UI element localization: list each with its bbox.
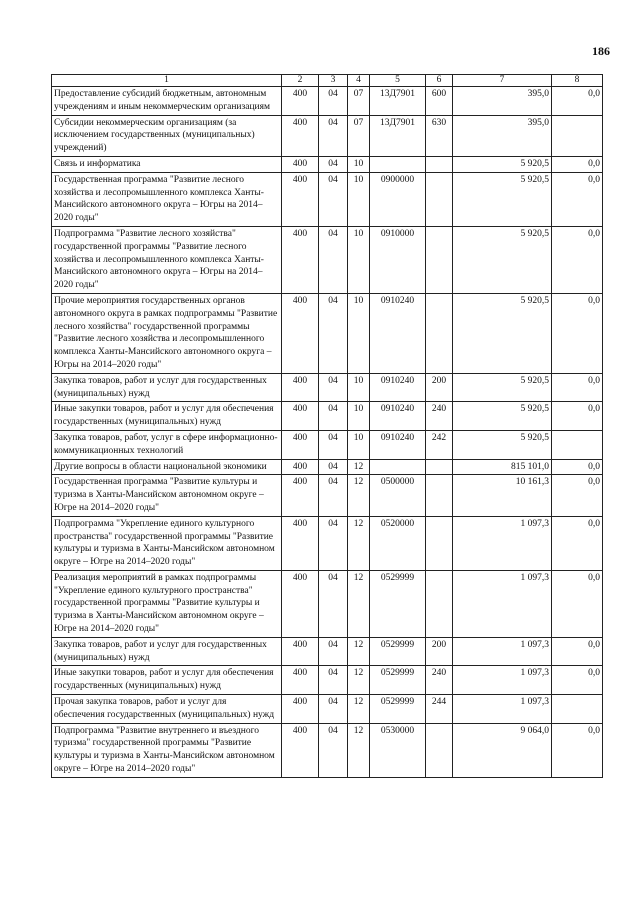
table-row bbox=[52, 87, 603, 116]
row-section-cell: 04 bbox=[319, 226, 348, 293]
row-section-cell: 04 bbox=[319, 373, 348, 402]
header-cell: 1 bbox=[52, 75, 282, 87]
row-subsection-cell: 07 bbox=[348, 115, 370, 156]
table-row bbox=[52, 475, 603, 516]
row-name-cell: Иные закупки товаров, работ и услуг для обеспечения государственных (муниципальных) нужд bbox=[52, 666, 282, 695]
row-name-cell: Реализация мероприятий в рамках подпрограммы "Укрепление единого культурного пространства" государственной программы "Развитие культуры и туризма в Ханты-Мансийском автономном округе – Югре на 2014–2020 годы" bbox=[52, 570, 282, 637]
row-subsection-cell: 10 bbox=[348, 293, 370, 373]
budget-table bbox=[51, 74, 603, 778]
row-expense-type-cell bbox=[426, 516, 453, 570]
row-subsection-cell: 10 bbox=[348, 156, 370, 172]
row-amount-cell: 5 920,5 bbox=[453, 226, 552, 293]
row-percent-cell: 0,0 bbox=[552, 87, 603, 116]
row-expense-type-cell: 240 bbox=[426, 666, 453, 695]
row-section-cell: 04 bbox=[319, 402, 348, 431]
row-target-article-cell: 0520000 bbox=[370, 516, 426, 570]
table-body bbox=[52, 87, 603, 778]
row-admin-code-cell: 400 bbox=[282, 293, 319, 373]
row-amount-cell: 815 101,0 bbox=[453, 459, 552, 475]
table-row bbox=[52, 695, 603, 724]
row-expense-type-cell: 630 bbox=[426, 115, 453, 156]
row-name-cell: Другие вопросы в области национальной экономики bbox=[52, 459, 282, 475]
row-subsection-cell: 12 bbox=[348, 637, 370, 666]
row-expense-type-cell: 240 bbox=[426, 402, 453, 431]
row-amount-cell: 1 097,3 bbox=[453, 695, 552, 724]
row-section-cell: 04 bbox=[319, 459, 348, 475]
table-row bbox=[52, 172, 603, 226]
row-subsection-cell: 12 bbox=[348, 723, 370, 777]
row-subsection-cell: 10 bbox=[348, 226, 370, 293]
table-row bbox=[52, 226, 603, 293]
row-percent-cell: 0,0 bbox=[552, 516, 603, 570]
row-amount-cell: 5 920,5 bbox=[453, 156, 552, 172]
row-section-cell: 04 bbox=[319, 293, 348, 373]
row-expense-type-cell bbox=[426, 226, 453, 293]
row-subsection-cell: 10 bbox=[348, 172, 370, 226]
row-percent-cell: 0,0 bbox=[552, 475, 603, 516]
row-amount-cell: 10 161,3 bbox=[453, 475, 552, 516]
row-target-article-cell: 0910240 bbox=[370, 402, 426, 431]
row-section-cell: 04 bbox=[319, 516, 348, 570]
header-cell: 4 bbox=[348, 75, 370, 87]
row-subsection-cell: 07 bbox=[348, 87, 370, 116]
row-amount-cell: 395,0 bbox=[453, 87, 552, 116]
row-percent-cell bbox=[552, 695, 603, 724]
row-section-cell: 04 bbox=[319, 87, 348, 116]
row-subsection-cell: 10 bbox=[348, 430, 370, 459]
row-amount-cell: 1 097,3 bbox=[453, 666, 552, 695]
row-percent-cell: 0,0 bbox=[552, 666, 603, 695]
row-admin-code-cell: 400 bbox=[282, 459, 319, 475]
row-subsection-cell: 12 bbox=[348, 695, 370, 724]
row-expense-type-cell: 600 bbox=[426, 87, 453, 116]
row-expense-type-cell bbox=[426, 570, 453, 637]
row-name-cell: Закупка товаров, работ и услуг для государственных (муниципальных) нужд bbox=[52, 373, 282, 402]
table-row bbox=[52, 637, 603, 666]
row-amount-cell: 5 920,5 bbox=[453, 402, 552, 431]
row-target-article-cell: 0910240 bbox=[370, 373, 426, 402]
row-subsection-cell: 12 bbox=[348, 516, 370, 570]
row-admin-code-cell: 400 bbox=[282, 666, 319, 695]
row-target-article-cell: 0529999 bbox=[370, 637, 426, 666]
row-target-article-cell: 0910240 bbox=[370, 293, 426, 373]
row-subsection-cell: 10 bbox=[348, 373, 370, 402]
row-name-cell: Предоставление субсидий бюджетным, автономным учреждениям и иным некоммерческим организациям bbox=[52, 87, 282, 116]
row-target-article-cell: 0529999 bbox=[370, 695, 426, 724]
row-amount-cell: 5 920,5 bbox=[453, 293, 552, 373]
row-admin-code-cell: 400 bbox=[282, 87, 319, 116]
row-name-cell: Прочие мероприятия государственных органов автономного округа в рамках подпрограммы "Развитие лесного хозяйства" государственной программы "Развитие лесного хозяйства и лесопромышленного комплекса Ханты-Мансийского автономного округа – Югры на 2014–2020 годы" bbox=[52, 293, 282, 373]
row-percent-cell: 0,0 bbox=[552, 172, 603, 226]
row-admin-code-cell: 400 bbox=[282, 637, 319, 666]
row-expense-type-cell bbox=[426, 293, 453, 373]
row-percent-cell: 0,0 bbox=[552, 637, 603, 666]
row-expense-type-cell bbox=[426, 156, 453, 172]
header-cell: 3 bbox=[319, 75, 348, 87]
row-section-cell: 04 bbox=[319, 430, 348, 459]
table-row bbox=[52, 373, 603, 402]
page-number: 186 bbox=[592, 44, 610, 58]
row-expense-type-cell: 242 bbox=[426, 430, 453, 459]
row-subsection-cell: 12 bbox=[348, 666, 370, 695]
row-percent-cell: 0,0 bbox=[552, 226, 603, 293]
row-subsection-cell: 12 bbox=[348, 570, 370, 637]
row-admin-code-cell: 400 bbox=[282, 695, 319, 724]
row-name-cell: Иные закупки товаров, работ и услуг для обеспечения государственных (муниципальных) нужд bbox=[52, 402, 282, 431]
table-row bbox=[52, 430, 603, 459]
row-expense-type-cell bbox=[426, 723, 453, 777]
row-admin-code-cell: 400 bbox=[282, 516, 319, 570]
row-subsection-cell: 12 bbox=[348, 459, 370, 475]
header-cell: 7 bbox=[453, 75, 552, 87]
row-section-cell: 04 bbox=[319, 156, 348, 172]
row-expense-type-cell bbox=[426, 475, 453, 516]
row-subsection-cell: 10 bbox=[348, 402, 370, 431]
header-cell: 8 bbox=[552, 75, 603, 87]
row-percent-cell: 0,0 bbox=[552, 459, 603, 475]
row-name-cell: Государственная программа "Развитие лесного хозяйства и лесопромышленного комплекса Ханты-Мансийского автономного округа – Югры на 2014–2020 годы" bbox=[52, 172, 282, 226]
row-admin-code-cell: 400 bbox=[282, 226, 319, 293]
table-row bbox=[52, 115, 603, 156]
row-target-article-cell: 13Д7901 bbox=[370, 115, 426, 156]
row-expense-type-cell: 200 bbox=[426, 373, 453, 402]
row-expense-type-cell: 200 bbox=[426, 637, 453, 666]
row-name-cell: Подпрограмма "Развитие лесного хозяйства" государственной программы "Развитие лесного хозяйства и лесопромышленного комплекса Ханты-Мансийского автономного округа – Югры на 2014–2020 годы" bbox=[52, 226, 282, 293]
row-name-cell: Прочая закупка товаров, работ и услуг для обеспечения государственных (муниципальных) нужд bbox=[52, 695, 282, 724]
row-admin-code-cell: 400 bbox=[282, 430, 319, 459]
row-amount-cell: 5 920,5 bbox=[453, 172, 552, 226]
table-row bbox=[52, 156, 603, 172]
row-expense-type-cell bbox=[426, 172, 453, 226]
row-target-article-cell: 0530000 bbox=[370, 723, 426, 777]
row-name-cell: Государственная программа "Развитие культуры и туризма в Ханты-Мансийском автономном округе – Югре на 2014–2020 годы" bbox=[52, 475, 282, 516]
row-section-cell: 04 bbox=[319, 172, 348, 226]
row-target-article-cell: 13Д7901 bbox=[370, 87, 426, 116]
row-amount-cell: 5 920,5 bbox=[453, 373, 552, 402]
row-section-cell: 04 bbox=[319, 475, 348, 516]
row-amount-cell: 5 920,5 bbox=[453, 430, 552, 459]
header-cell: 2 bbox=[282, 75, 319, 87]
row-amount-cell: 9 064,0 bbox=[453, 723, 552, 777]
row-section-cell: 04 bbox=[319, 666, 348, 695]
row-percent-cell: 0,0 bbox=[552, 723, 603, 777]
row-amount-cell: 1 097,3 bbox=[453, 637, 552, 666]
row-target-article-cell bbox=[370, 459, 426, 475]
row-admin-code-cell: 400 bbox=[282, 570, 319, 637]
row-admin-code-cell: 400 bbox=[282, 373, 319, 402]
header-cell: 5 bbox=[370, 75, 426, 87]
row-target-article-cell: 0529999 bbox=[370, 570, 426, 637]
row-admin-code-cell: 400 bbox=[282, 115, 319, 156]
row-section-cell: 04 bbox=[319, 570, 348, 637]
header-cell: 6 bbox=[426, 75, 453, 87]
row-name-cell: Подпрограмма "Развитие внутреннего и въездного туризма" государственной программы "Развитие культуры и туризма в Ханты-Мансийском автономном округе – Югре на 2014–2020 годы" bbox=[52, 723, 282, 777]
table-row bbox=[52, 459, 603, 475]
row-percent-cell: 0,0 bbox=[552, 570, 603, 637]
row-target-article-cell: 0529999 bbox=[370, 666, 426, 695]
row-amount-cell: 1 097,3 bbox=[453, 570, 552, 637]
row-expense-type-cell: 244 bbox=[426, 695, 453, 724]
row-name-cell: Субсидии некоммерческим организациям (за исключением государственных (муниципальных) учреждений) bbox=[52, 115, 282, 156]
row-percent-cell: 0,0 bbox=[552, 402, 603, 431]
table-row bbox=[52, 293, 603, 373]
row-percent-cell: 0,0 bbox=[552, 293, 603, 373]
row-target-article-cell bbox=[370, 156, 426, 172]
table-row bbox=[52, 516, 603, 570]
row-expense-type-cell bbox=[426, 459, 453, 475]
table-header-row bbox=[52, 75, 603, 87]
row-target-article-cell: 0910240 bbox=[370, 430, 426, 459]
row-admin-code-cell: 400 bbox=[282, 475, 319, 516]
row-name-cell: Подпрограмма "Укрепление единого культурного пространства" государственной программы "Развитие культуры и туризма в Ханты-Мансийском автономном округе – Югре на 2014–2020 годы" bbox=[52, 516, 282, 570]
row-admin-code-cell: 400 bbox=[282, 402, 319, 431]
row-admin-code-cell: 400 bbox=[282, 172, 319, 226]
table-row bbox=[52, 402, 603, 431]
row-admin-code-cell: 400 bbox=[282, 723, 319, 777]
row-section-cell: 04 bbox=[319, 637, 348, 666]
row-section-cell: 04 bbox=[319, 695, 348, 724]
row-percent-cell bbox=[552, 115, 603, 156]
row-admin-code-cell: 400 bbox=[282, 156, 319, 172]
row-target-article-cell: 0500000 bbox=[370, 475, 426, 516]
row-section-cell: 04 bbox=[319, 115, 348, 156]
table-row bbox=[52, 666, 603, 695]
row-percent-cell bbox=[552, 430, 603, 459]
table-row bbox=[52, 570, 603, 637]
row-percent-cell: 0,0 bbox=[552, 156, 603, 172]
row-target-article-cell: 0900000 bbox=[370, 172, 426, 226]
row-amount-cell: 395,0 bbox=[453, 115, 552, 156]
row-section-cell: 04 bbox=[319, 723, 348, 777]
row-name-cell: Закупка товаров, работ и услуг для государственных (муниципальных) нужд bbox=[52, 637, 282, 666]
row-target-article-cell: 0910000 bbox=[370, 226, 426, 293]
table-row bbox=[52, 723, 603, 777]
row-amount-cell: 1 097,3 bbox=[453, 516, 552, 570]
row-subsection-cell: 12 bbox=[348, 475, 370, 516]
row-name-cell: Связь и информатика bbox=[52, 156, 282, 172]
row-percent-cell: 0,0 bbox=[552, 373, 603, 402]
row-name-cell: Закупка товаров, работ, услуг в сфере информационно-коммуникационных технологий bbox=[52, 430, 282, 459]
